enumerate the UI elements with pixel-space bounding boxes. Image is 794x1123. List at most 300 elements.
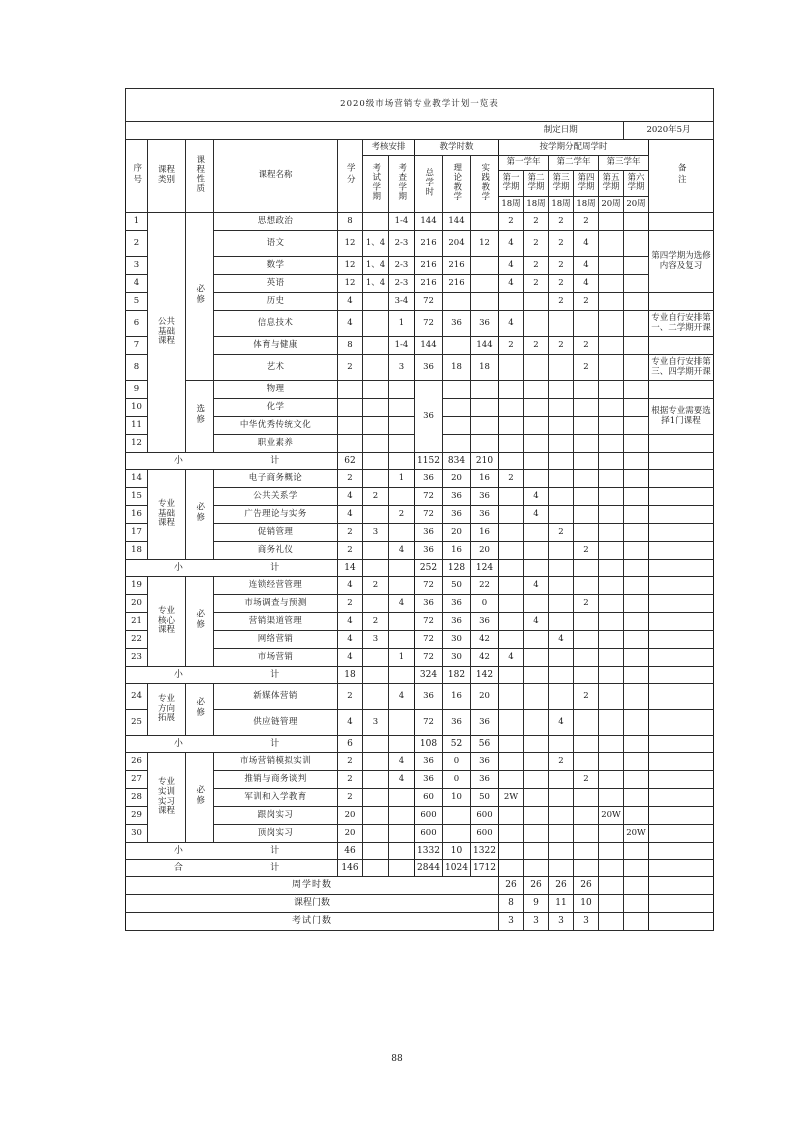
cell-remark: [649, 649, 714, 667]
cell-sem1: 4: [499, 311, 524, 337]
subtotal-remark: [649, 843, 714, 860]
cell-sem1: [499, 355, 524, 381]
cell-sem3: [549, 542, 574, 560]
cell-check-term: [389, 710, 415, 736]
cell-check-term: [389, 613, 415, 631]
cell-sem2: 2: [524, 213, 549, 231]
cell-credits: 2: [338, 771, 363, 789]
table-row: [126, 753, 714, 771]
th-weeks-4: 18周: [574, 196, 599, 212]
cell-check-term: 3: [389, 355, 415, 381]
subtotal-total-hours: 1152: [415, 453, 443, 470]
cell-theory-hours: 36: [443, 710, 471, 736]
cell-sem2: [524, 825, 549, 843]
cell-sem2: 4: [524, 613, 549, 631]
cell-sem2: 2: [524, 337, 549, 355]
th-category: 课程 类别: [148, 140, 186, 213]
cell-course-name: 顶岗实习: [214, 825, 338, 843]
cell-sem5: [599, 825, 624, 843]
cell-sem2: 2: [524, 275, 549, 293]
cell-seq: 29: [126, 807, 148, 825]
cell-check-term: [389, 631, 415, 649]
cell-total-hours: 36: [415, 470, 443, 488]
cell-theory-hours: 30: [443, 631, 471, 649]
cell-sem2: [524, 710, 549, 736]
subtotal-practice: 124: [471, 560, 499, 577]
subtotal-sem2: [524, 560, 549, 577]
cell-check-term: [389, 381, 415, 399]
cell-sem6: [624, 381, 649, 399]
cell-total-hours: 144: [415, 213, 443, 231]
cell-course-name: 思想政治: [214, 213, 338, 231]
subtotal-credits: 18: [338, 667, 363, 684]
footer-sem5: [599, 877, 624, 895]
cell-sem2: 2: [524, 257, 549, 275]
cell-sem1: 2: [499, 213, 524, 231]
cell-seq: 7: [126, 337, 148, 355]
cell-sem5: [599, 355, 624, 381]
cell-course-name: 军训和入学教育: [214, 789, 338, 807]
cell-sem4: [574, 649, 599, 667]
cell-sem1: [499, 435, 524, 453]
th-credits: 学分: [338, 140, 363, 213]
cell-total-hours: 72: [415, 311, 443, 337]
cell-check-term: [389, 524, 415, 542]
th-year-2: 第二学年: [549, 156, 599, 171]
cell-sem1: 2W: [499, 789, 524, 807]
cell-sem2: [524, 753, 549, 771]
subtotal-sem1: [499, 843, 524, 860]
cell-credits: 2: [338, 542, 363, 560]
cell-remark: [649, 710, 714, 736]
th-group-hours: 教学时数: [415, 140, 499, 156]
grand-total-practice: 1712: [471, 860, 499, 877]
cell-sem5: [599, 213, 624, 231]
cell-sem6: [624, 649, 649, 667]
cell-exam-term: 1、4: [363, 231, 389, 257]
cell-seq: 24: [126, 684, 148, 710]
cell-practice-hours: 42: [471, 649, 499, 667]
subtotal-exam: [363, 843, 389, 860]
th-weeks-3: 18周: [549, 196, 574, 212]
th-course-name: 课程名称: [214, 140, 338, 213]
cell-remark: [649, 789, 714, 807]
cell-sem1: [499, 293, 524, 311]
table-row: [126, 710, 714, 736]
cell-credits: 12: [338, 257, 363, 275]
cell-practice-hours: [471, 275, 499, 293]
cell-sem4: 2: [574, 213, 599, 231]
cell-seq: 27: [126, 771, 148, 789]
cell-credits: [338, 399, 363, 417]
cell-course-name: 化学: [214, 399, 338, 417]
cell-total-hours: 36: [415, 355, 443, 381]
cell-sem2: [524, 435, 549, 453]
th-weeks-6: 20周: [624, 196, 649, 212]
subtotal-practice: 56: [471, 736, 499, 753]
cell-check-term: [389, 789, 415, 807]
cell-sem2: [524, 417, 549, 435]
footer-sem3: 26: [549, 877, 574, 895]
cell-theory-hours: 36: [443, 613, 471, 631]
cell-sem1: 4: [499, 275, 524, 293]
curriculum-plan-table: [125, 88, 714, 931]
cell-check-term: 2-3: [389, 275, 415, 293]
cell-sem3: [549, 399, 574, 417]
cell-course-name: 供应链管理: [214, 710, 338, 736]
th-sem-4: 第四 学期: [574, 171, 599, 196]
subtotal-sem3: [549, 843, 574, 860]
subtotal-row-major-practice: [126, 843, 714, 860]
cell-sem6: [624, 213, 649, 231]
footer-remark: [649, 877, 714, 895]
grand-total-theory: 1024: [443, 860, 471, 877]
subtotal-sem5: [599, 843, 624, 860]
grand-total-label: 合 计: [126, 860, 338, 877]
cell-seq: 17: [126, 524, 148, 542]
th-theory-hours: 理论教学: [443, 156, 471, 213]
table-row: [126, 488, 714, 506]
table-row: [126, 213, 714, 231]
footer-sem1: 26: [499, 877, 524, 895]
cell-practice-hours: 144: [471, 337, 499, 355]
cell-sem1: 2: [499, 337, 524, 355]
cell-course-name: 物理: [214, 381, 338, 399]
th-year-1: 第一学年: [499, 156, 549, 171]
cell-remark: [649, 825, 714, 843]
cell-sem4: 4: [574, 275, 599, 293]
subtotal-sem1: [499, 736, 524, 753]
cell-sem2: 4: [524, 488, 549, 506]
footer-sem1: 3: [499, 913, 524, 931]
cell-seq: 5: [126, 293, 148, 311]
grand-total-remark: [649, 860, 714, 877]
grand-total-sem5: [599, 860, 624, 877]
cell-credits: 4: [338, 488, 363, 506]
cell-practice-hours: 36: [471, 506, 499, 524]
cell-course-name: 促销管理: [214, 524, 338, 542]
footer-sem2: 26: [524, 877, 549, 895]
title-row: [126, 89, 714, 122]
table-row: [126, 311, 714, 337]
cell-remark-note-elective: 根据专业需要选择1门课程: [649, 399, 714, 435]
cell-course-name: 体育与健康: [214, 337, 338, 355]
cell-sem6: 20W: [624, 825, 649, 843]
cell-practice-hours: 22: [471, 577, 499, 595]
cell-theory-hours: 216: [443, 257, 471, 275]
cell-check-term: 2: [389, 506, 415, 524]
grand-total-sem1: [499, 860, 524, 877]
subtotal-sem6: [624, 453, 649, 470]
subtotal-sem5: [599, 667, 624, 684]
th-weeks-2: 18周: [524, 196, 549, 212]
cell-sem2: [524, 399, 549, 417]
cell-exam-term: [363, 417, 389, 435]
cell-exam-term: [363, 807, 389, 825]
cell-remark: [649, 524, 714, 542]
cell-practice-hours: 16: [471, 470, 499, 488]
table-row: [126, 524, 714, 542]
cell-course-name: 跟岗实习: [214, 807, 338, 825]
cell-remark: [649, 613, 714, 631]
table-row: [126, 337, 714, 355]
cell-exam-term: [363, 293, 389, 311]
cell-sem4: 2: [574, 355, 599, 381]
cell-sem4: [574, 524, 599, 542]
cell-credits: 4: [338, 649, 363, 667]
cell-remark-note-info-tech: 专业自行安排第一、二学期开课: [649, 311, 714, 337]
cell-total-hours: 72: [415, 631, 443, 649]
cell-exam-term: [363, 470, 389, 488]
th-total-hours: 总学时: [415, 156, 443, 213]
cell-exam-term: [363, 825, 389, 843]
cell-exam-term: [363, 399, 389, 417]
footer-sem4: 26: [574, 877, 599, 895]
cell-sem4: 2: [574, 684, 599, 710]
cell-sem2: [524, 807, 549, 825]
cell-theory-hours: 30: [443, 649, 471, 667]
cell-sem1: [499, 710, 524, 736]
cell-sem6: [624, 753, 649, 771]
cell-sem3: 2: [549, 213, 574, 231]
cell-sem4: [574, 577, 599, 595]
cell-sem2: [524, 524, 549, 542]
cell-check-term: [389, 577, 415, 595]
cell-seq: 21: [126, 613, 148, 631]
cell-remark: [649, 631, 714, 649]
subtotal-row-major-core: [126, 667, 714, 684]
cell-sem2: [524, 649, 549, 667]
cell-theory-hours: 16: [443, 684, 471, 710]
cell-exam-term: [363, 684, 389, 710]
date-label: 制定日期: [499, 122, 624, 140]
subtotal-sem2: [524, 843, 549, 860]
cell-total-hours: 36: [415, 595, 443, 613]
cell-theory-hours: [443, 381, 471, 399]
subtotal-theory: 10: [443, 843, 471, 860]
cell-remark-note-art: 专业自行安排第三、四学期开课: [649, 355, 714, 381]
table-row: [126, 684, 714, 710]
cell-credits: 4: [338, 311, 363, 337]
cell-credits: [338, 381, 363, 399]
cell-nature-required: 必修: [186, 470, 214, 560]
subtotal-theory: 182: [443, 667, 471, 684]
cell-sem1: [499, 506, 524, 524]
date-value: 2020年5月: [624, 122, 714, 140]
cell-sem6: [624, 710, 649, 736]
subtotal-sem4: [574, 667, 599, 684]
cell-seq: 19: [126, 577, 148, 595]
cell-sem1: [499, 631, 524, 649]
cell-sem6: [624, 789, 649, 807]
cell-credits: 2: [338, 470, 363, 488]
cell-course-name: 连锁经营管理: [214, 577, 338, 595]
table-row: [126, 825, 714, 843]
cell-sem3: 2: [549, 231, 574, 257]
cell-theory-hours: 36: [443, 311, 471, 337]
cell-total-hours: 72: [415, 293, 443, 311]
cell-credits: 4: [338, 710, 363, 736]
cell-credits: [338, 417, 363, 435]
cell-sem2: [524, 293, 549, 311]
cell-exam-term: [363, 753, 389, 771]
table-row: [126, 771, 714, 789]
cell-sem4: [574, 710, 599, 736]
cell-theory-hours: 20: [443, 470, 471, 488]
cell-sem5: [599, 435, 624, 453]
cell-sem6: [624, 577, 649, 595]
footer-sem4: 3: [574, 913, 599, 931]
cell-sem4: 2: [574, 293, 599, 311]
subtotal-sem2: [524, 667, 549, 684]
cell-sem3: [549, 355, 574, 381]
cell-seq: 28: [126, 789, 148, 807]
cell-check-term: [389, 825, 415, 843]
cell-sem4: 2: [574, 595, 599, 613]
cell-theory-hours: 204: [443, 231, 471, 257]
cell-sem3: 4: [549, 710, 574, 736]
cell-sem2: 2: [524, 231, 549, 257]
cell-exam-term: [363, 789, 389, 807]
cell-exam-term: 2: [363, 577, 389, 595]
table-row: [126, 789, 714, 807]
cell-sem5: [599, 613, 624, 631]
cell-sem4: 2: [574, 771, 599, 789]
cell-sem5: [599, 231, 624, 257]
cell-total-hours: 72: [415, 506, 443, 524]
cell-sem2: [524, 311, 549, 337]
cell-sem5: [599, 399, 624, 417]
cell-exam-term: [363, 595, 389, 613]
cell-credits: 4: [338, 293, 363, 311]
subtotal-check: [389, 453, 415, 470]
grand-total-exam: [363, 860, 389, 877]
subtotal-practice: 1322: [471, 843, 499, 860]
cell-course-name: 公共关系学: [214, 488, 338, 506]
cell-seq: 3: [126, 257, 148, 275]
footer-remark: [649, 913, 714, 931]
cell-seq: 25: [126, 710, 148, 736]
cell-course-name: 市场调查与预测: [214, 595, 338, 613]
cell-course-name: 艺术: [214, 355, 338, 381]
cell-credits: 2: [338, 524, 363, 542]
cell-remark: [649, 771, 714, 789]
th-sem-1: 第一 学期: [499, 171, 524, 196]
cell-seq: 22: [126, 631, 148, 649]
cell-sem3: [549, 417, 574, 435]
footer-label: 周学时数: [126, 877, 499, 895]
cell-credits: 2: [338, 684, 363, 710]
cell-exam-term: [363, 311, 389, 337]
footer-sem3: 11: [549, 895, 574, 913]
cell-practice-hours: 600: [471, 807, 499, 825]
th-exam-term: 考试学期: [363, 156, 389, 212]
cell-sem6: [624, 293, 649, 311]
cell-sem5: [599, 542, 624, 560]
footer-row-weekly-hours: [126, 877, 714, 895]
cell-exam-term: 2: [363, 613, 389, 631]
subtotal-sem5: [599, 560, 624, 577]
cell-sem4: [574, 807, 599, 825]
subtotal-label: 小 计: [126, 560, 338, 577]
cell-remark: [649, 470, 714, 488]
cell-course-name: 职业素养: [214, 435, 338, 453]
cell-theory-hours: 10: [443, 789, 471, 807]
cell-sem2: 4: [524, 506, 549, 524]
subtotal-remark: [649, 667, 714, 684]
th-weeks-1: 18周: [499, 196, 524, 212]
cell-sem6: [624, 595, 649, 613]
cell-practice-hours: 16: [471, 524, 499, 542]
cell-check-term: [389, 435, 415, 453]
date-row: [126, 122, 714, 140]
cell-sem1: [499, 399, 524, 417]
cell-check-term: 1: [389, 649, 415, 667]
th-group-weekly: 按学期分配周学时: [499, 140, 649, 156]
cell-credits: 2: [338, 789, 363, 807]
cell-credits: 4: [338, 631, 363, 649]
cell-practice-hours: 42: [471, 631, 499, 649]
cell-sem3: 2: [549, 524, 574, 542]
cell-practice-hours: 600: [471, 825, 499, 843]
cell-sem3: [549, 435, 574, 453]
grand-total-check: [389, 860, 415, 877]
page-number: 88: [391, 1054, 403, 1064]
table-row: [126, 595, 714, 613]
cell-sem2: [524, 542, 549, 560]
footer-row-course-count: [126, 895, 714, 913]
cell-theory-hours: [443, 435, 471, 453]
cell-sem4: 4: [574, 257, 599, 275]
cell-sem4: [574, 435, 599, 453]
subtotal-row-major-direction: [126, 736, 714, 753]
cell-sem6: [624, 524, 649, 542]
cell-category-major-core: 专业 核心 课程: [148, 577, 186, 667]
cell-seq: 18: [126, 542, 148, 560]
table-row: [126, 506, 714, 524]
cell-remark: [649, 684, 714, 710]
subtotal-sem1: [499, 560, 524, 577]
cell-exam-term: [363, 649, 389, 667]
cell-sem1: [499, 577, 524, 595]
cell-total-hours: 72: [415, 613, 443, 631]
subtotal-sem4: [574, 843, 599, 860]
table-row: [126, 577, 714, 595]
subtotal-sem3: [549, 453, 574, 470]
grand-total-credits: 146: [338, 860, 363, 877]
cell-course-name: 广告理论与实务: [214, 506, 338, 524]
cell-theory-hours: 50: [443, 577, 471, 595]
cell-course-name: 语文: [214, 231, 338, 257]
cell-practice-hours: 36: [471, 710, 499, 736]
cell-sem6: [624, 355, 649, 381]
cell-practice-hours: [471, 381, 499, 399]
subtotal-label: 小 计: [126, 843, 338, 860]
cell-remark: [649, 488, 714, 506]
footer-sem4: 10: [574, 895, 599, 913]
cell-total-hours: 600: [415, 825, 443, 843]
th-seq: 序号: [126, 140, 148, 213]
subtotal-sem4: [574, 453, 599, 470]
cell-theory-hours: [443, 807, 471, 825]
cell-sem6: [624, 337, 649, 355]
footer-sem1: 8: [499, 895, 524, 913]
cell-total-hours: 144: [415, 337, 443, 355]
cell-seq: 23: [126, 649, 148, 667]
subtotal-sem6: [624, 843, 649, 860]
table-row: [126, 355, 714, 381]
cell-total-hours: 36: [415, 524, 443, 542]
